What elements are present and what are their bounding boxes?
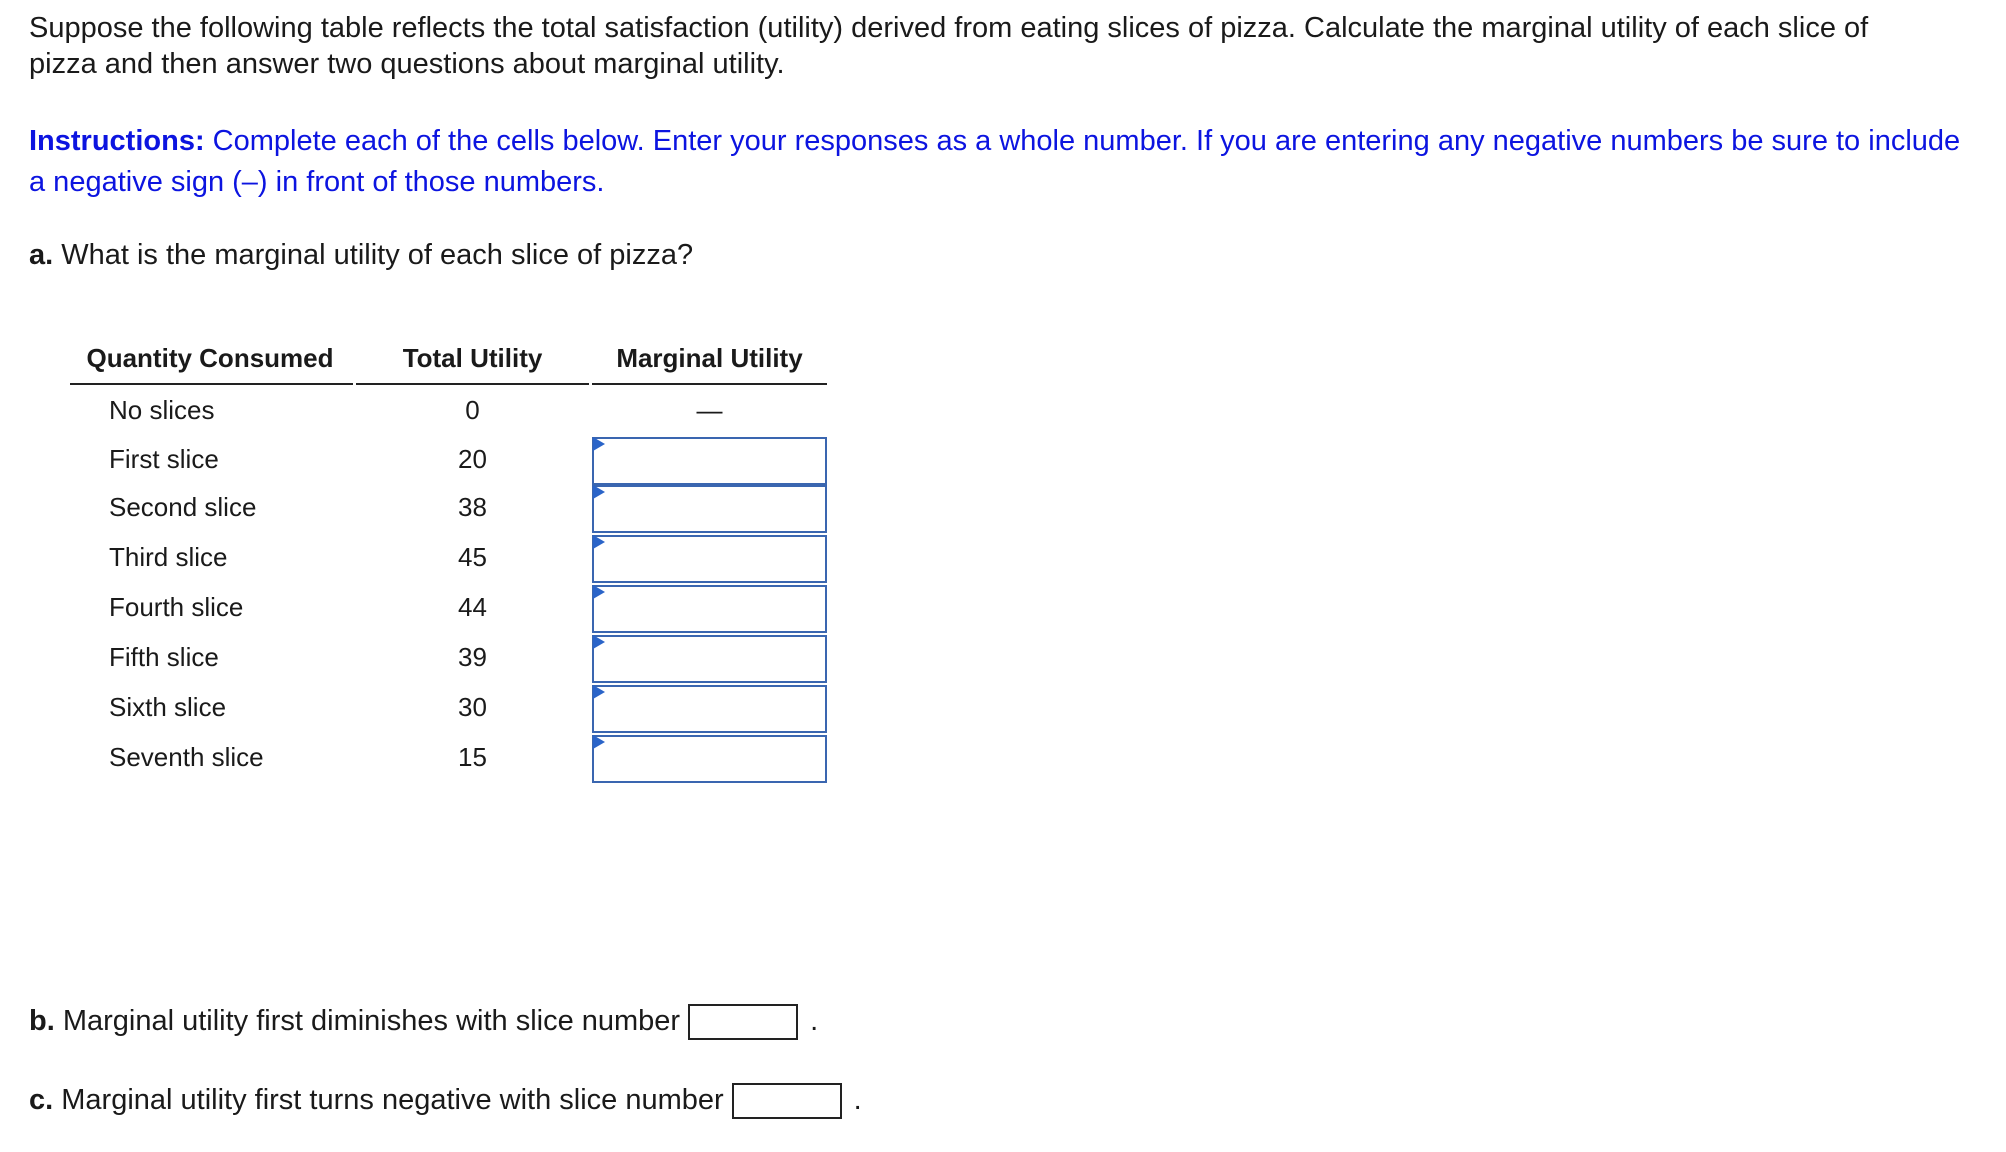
row-label-third-slice: Third slice	[109, 542, 228, 572]
marginal-utility-input-fourth-slice[interactable]	[592, 585, 827, 633]
header-quantity-consumed: Quantity Consumed	[86, 343, 334, 373]
total-utility-no-slices: 0	[465, 395, 480, 425]
question-a-label: a.	[29, 239, 54, 271]
answer-flag-icon	[593, 685, 605, 699]
row-label-no-slices: No slices	[109, 395, 215, 425]
answer-flag-icon	[593, 635, 605, 649]
total-utility-fifth-slice: 39	[458, 642, 487, 672]
row-label-first-slice: First slice	[109, 444, 219, 474]
marginal-utility-input-fifth-slice[interactable]	[592, 635, 827, 683]
header-marginal-utility: Marginal Utility	[616, 343, 803, 373]
question-c-period: .	[853, 1084, 862, 1116]
answer-flag-icon	[593, 485, 605, 499]
question-b	[29, 1001, 818, 1041]
question-c	[29, 1080, 862, 1120]
marginal-utility-input-sixth-slice[interactable]	[592, 685, 827, 733]
total-utility-sixth-slice: 30	[458, 692, 487, 722]
total-utility-fourth-slice: 44	[458, 592, 487, 622]
marginal-utility-input-first-slice[interactable]	[592, 437, 827, 485]
question-c-label: c.	[29, 1084, 54, 1116]
row-label-fifth-slice: Fifth slice	[109, 642, 219, 672]
row-label-sixth-slice: Sixth slice	[109, 692, 227, 722]
row-label-fourth-slice: Fourth slice	[109, 592, 244, 622]
question-b-label: b.	[29, 1005, 55, 1037]
marginal-utility-dash: —	[696, 395, 723, 425]
total-utility-seventh-slice: 15	[458, 742, 487, 772]
question-a	[29, 237, 693, 273]
marginal-utility-input-second-slice[interactable]	[592, 485, 827, 533]
row-label-seventh-slice: Seventh slice	[109, 742, 264, 772]
question-b-text: Marginal utility first diminishes with slice number	[54, 1005, 681, 1037]
marginal-utility-input-seventh-slice[interactable]	[592, 735, 827, 783]
instructions	[29, 121, 1969, 203]
header-divider	[356, 383, 589, 385]
instructions-text: Complete each of the cells below. Enter your responses as a whole number. If you are entering any negative numbers be sure to include a negative sign (–) in front of those numbers.	[29, 125, 1961, 198]
row-label-second-slice: Second slice	[109, 492, 257, 522]
question-c-answer-input[interactable]	[732, 1083, 842, 1119]
total-utility-third-slice: 45	[458, 542, 487, 572]
total-utility-first-slice: 20	[458, 444, 487, 474]
question-b-answer-input[interactable]	[688, 1004, 798, 1040]
total-utility-second-slice: 38	[458, 492, 487, 522]
question-b-period: .	[810, 1005, 819, 1037]
header-divider	[70, 383, 353, 385]
header-total-utility: Total Utility	[402, 343, 543, 373]
answer-flag-icon	[593, 437, 605, 451]
question-c-text: Marginal utility first turns negative with slice number	[53, 1084, 724, 1116]
answer-flag-icon	[593, 535, 605, 549]
header-divider	[592, 383, 827, 385]
answer-flag-icon	[593, 735, 605, 749]
problem-intro: Suppose the following table reflects the total satisfaction (utility) derived from eating slices of pizza. Calculate the marginal utility of each slice of pizza and then answer two questions about marginal utility.	[29, 12, 1869, 80]
answer-flag-icon	[593, 585, 605, 599]
question-a-text: What is the marginal utility of each slice of pizza?	[53, 239, 694, 271]
instructions-lead: Instructions:	[29, 125, 205, 157]
marginal-utility-input-third-slice[interactable]	[592, 535, 827, 583]
